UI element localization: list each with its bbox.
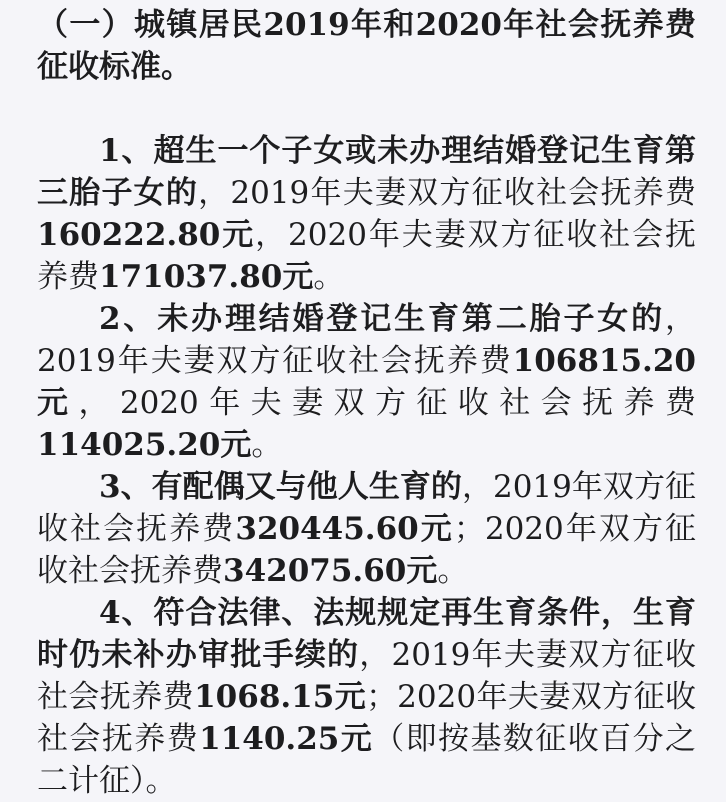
fee-amount-2019: 106815.20元 [37,343,696,421]
paragraph-item-2 [37,298,696,466]
text-run-tail: 。 [313,259,345,295]
fee-amount-2019: 320445.60元 [235,511,454,547]
paragraph-item-3 [37,466,696,592]
text-run-lead: 2、未办理结婚登记生育第二胎子女的 [99,301,665,337]
fee-amount-2020: 1140.25元 [199,721,374,757]
text-run-tail: （即按基数征收百分之二计征）。 [37,721,697,799]
fee-amount-2020: 342075.60元 [223,553,438,589]
text-run: ，2019年夫妻双方征收社会抚养费 [198,175,696,211]
text-run-tail: 。 [437,553,469,589]
text-run: ，2019年双方征收社会抚养费 [37,469,696,547]
text-run: ，2020年夫妻双方征收社会抚养费 [78,385,696,421]
text-run: ，2019年夫妻双方征收社会抚养费 [37,301,696,379]
fee-amount-2019: 160222.80元 [37,217,256,253]
paragraph-item-4 [37,592,696,802]
text-run-lead: 3、有配偶又与他人生育的 [99,469,462,505]
fee-amount-2020: 171037.80元 [99,259,314,295]
text-run: ，2020年夫妻双方征收社会抚养费 [37,217,696,295]
text-run: ；2020年夫妻双方征收社会抚养费 [37,679,697,757]
text-run-lead: 1、超生一个子女或未办理结婚登记生育第三胎子女的 [37,133,696,211]
fee-amount-2020: 114025.20元 [37,427,252,463]
text-run: ；2020年双方征收社会抚养费 [37,511,696,589]
section-heading: （一）城镇居民2019年和2020年社会抚养费征收标准。 [37,7,696,85]
text-run-tail: 。 [251,427,283,463]
text-run: ，2019年夫妻双方征收社会抚养费 [37,637,696,715]
text-run-lead: 4、符合法律、法规规定再生育条件，生育时仍未补办审批手续的 [37,595,696,673]
paragraph-item-1 [37,130,696,298]
fee-amount-2019: 1068.15元 [194,679,367,715]
